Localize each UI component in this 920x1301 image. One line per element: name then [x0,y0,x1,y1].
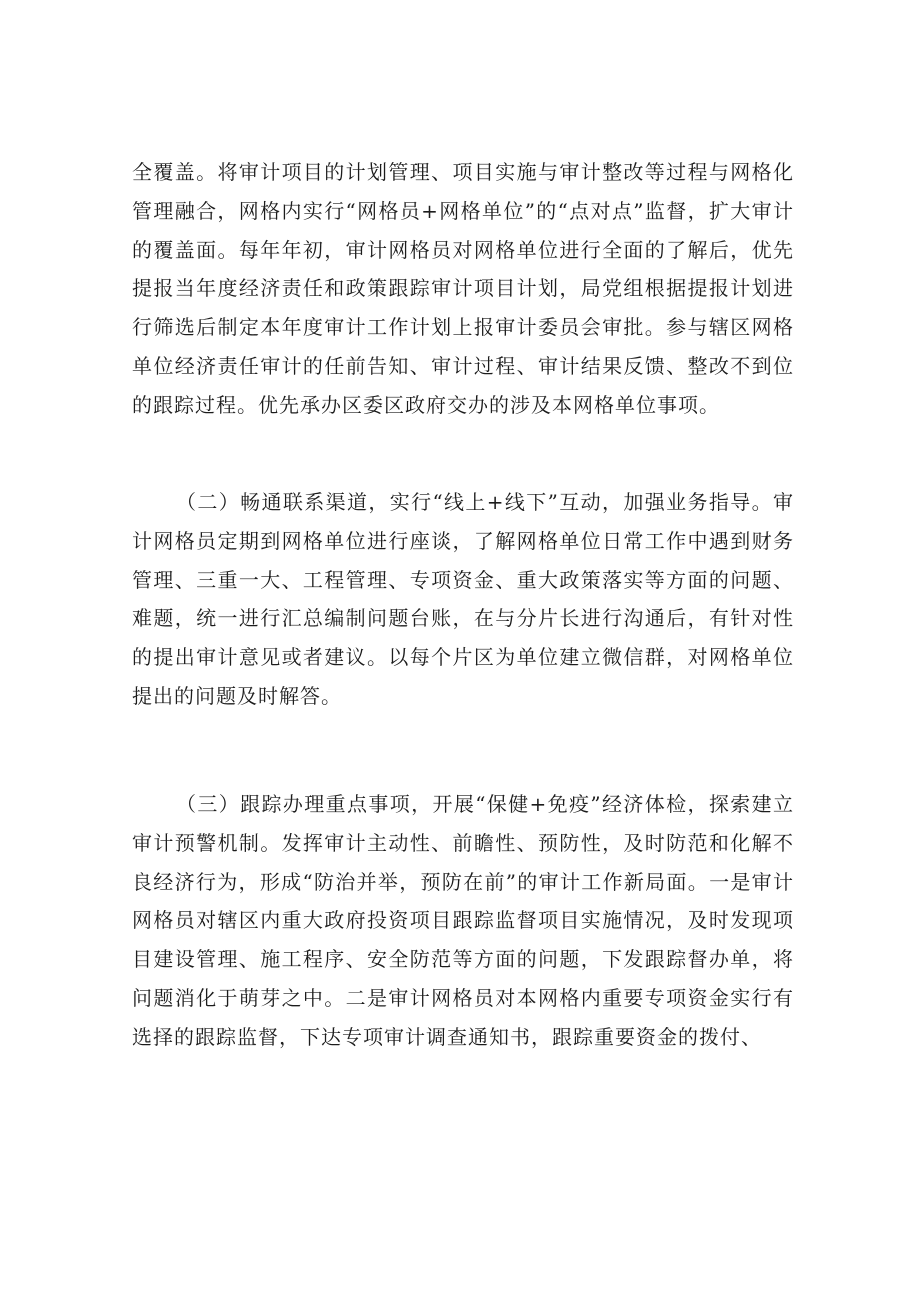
paragraph-communication-channels: （二）畅通联系渠道，实行“线上+线下”互动，加强业务指导。审计网格员定期到网格单位进行座谈，了解网格单位日常工作中遇到财务管理、三重一大、工程管理、专项资金、重大政策落实等方面的问题、难题，统一进行汇总编制问题台账，在与分片长进行沟通后，有针对性的提出审计意见或者建议。以每个片区为单位建立微信群，对网格单位提出的问题及时解答。 [132,490,794,708]
paragraph-coverage: 全覆盖。将审计项目的计划管理、项目实施与审计整改等过程与网格化管理融合，网格内实行“网格员+网格单位”的“点对点”监督，扩大审计的覆盖面。每年年初，审计网格员对网格单位进行全面的了解后，优先提报当年度经济责任和政策跟踪审计项目计划，局党组根据提报计划进行筛选后制定本年度审计工作计划上报审计委员会审批。参与辖区网格单位经济责任审计的任前告知、审计过程、审计结果反馈、整改不到位的跟踪过程。优先承办区委区政府交办的涉及本网格单位事项。 [132,160,794,417]
paragraph-key-matters: （三）跟踪办理重点事项，开展“保健+免疫”经济体检，探索建立审计预警机制。发挥审计主动性、前瞻性、预防性，及时防范和化解不良经济行为，形成“防治并举，预防在前”的审计工作新局面。一是审计网格员对辖区内重大政府投资项目跟踪监督项目实施情况，及时发现项目建设管理、施工程序、安全防范等方面的问题，下发跟踪督办单，将问题消化于萌芽之中。二是审计网格员对本网格内重要专项资金实行有选择的跟踪监督，下达专项审计调查通知书，跟踪重要资金的拨付、 [132,792,794,1049]
